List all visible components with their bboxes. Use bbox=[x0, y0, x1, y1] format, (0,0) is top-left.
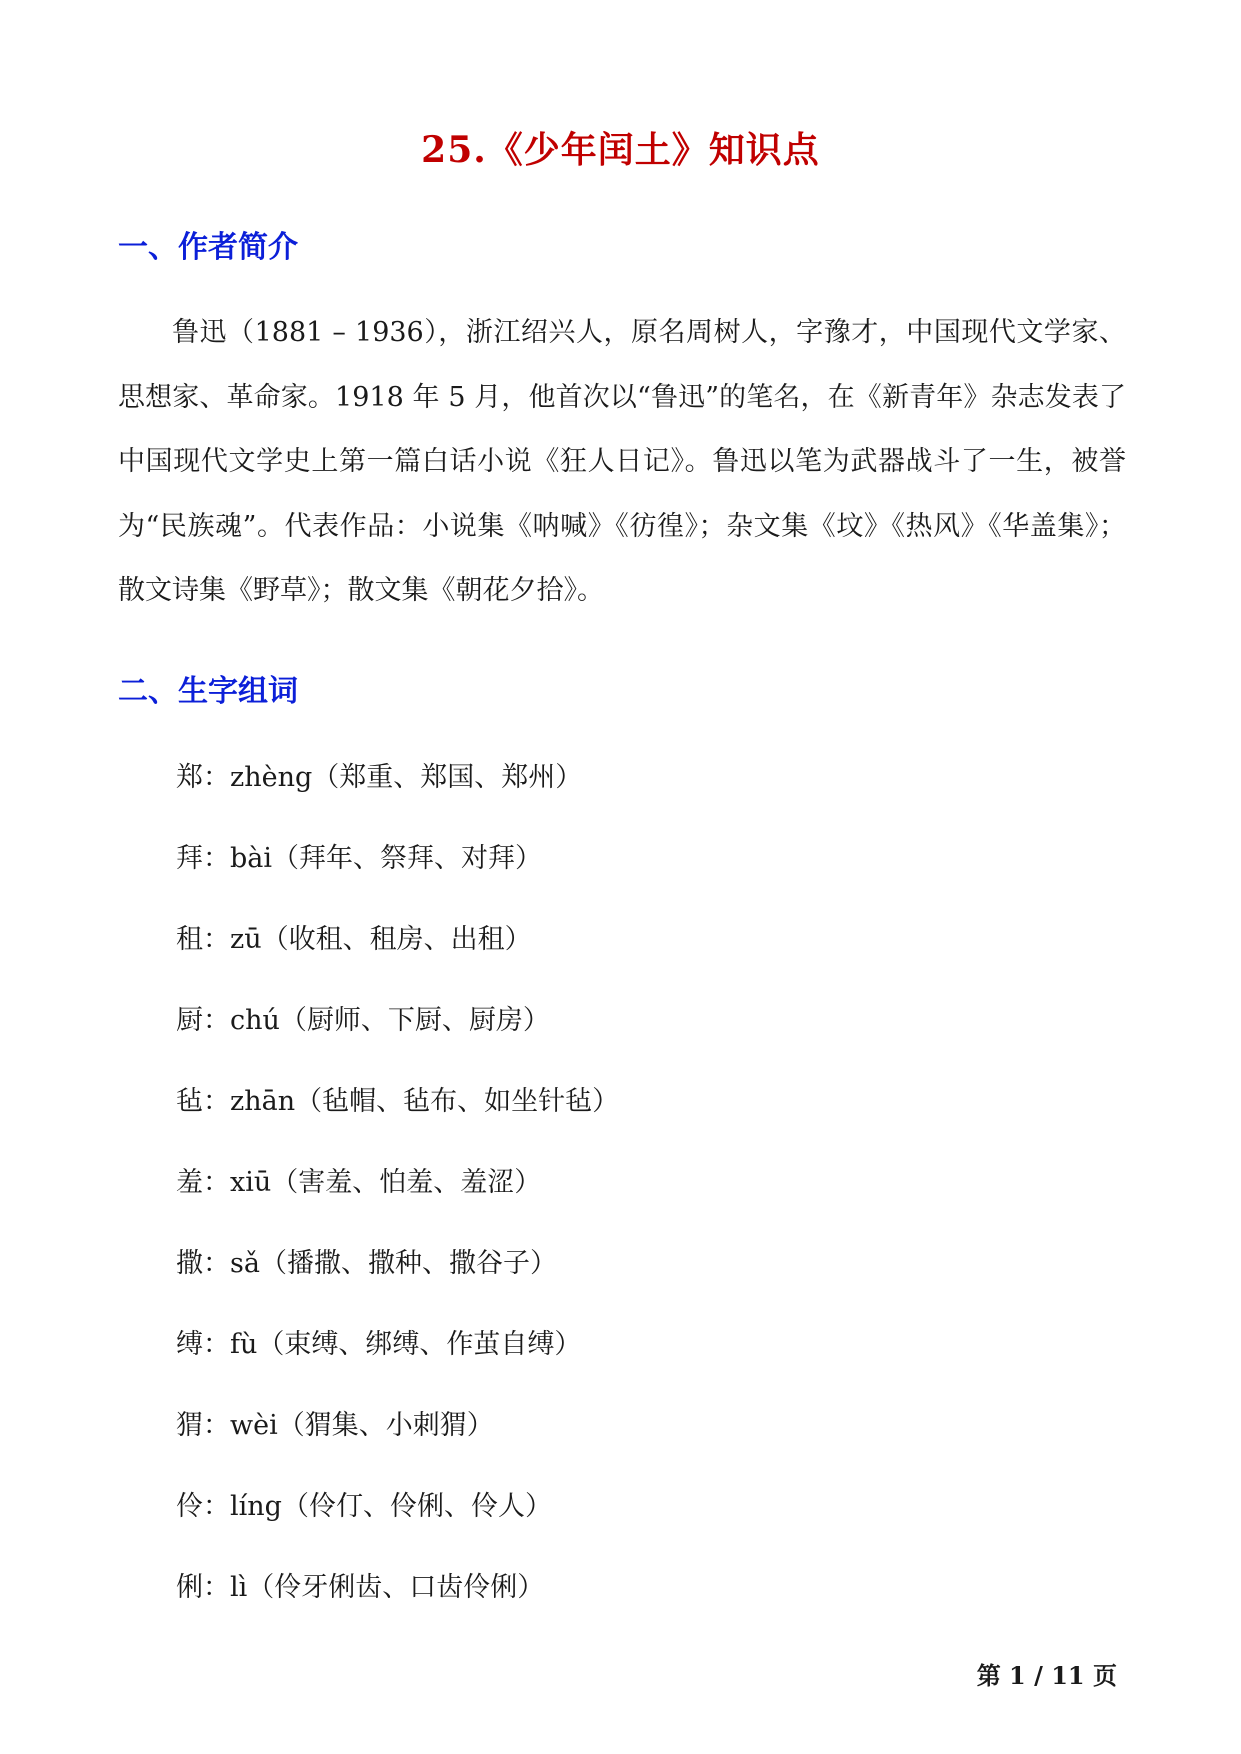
section-heading-vocabulary: 二、生字组词 bbox=[118, 674, 298, 709]
list-item: 缚：fù（束缚、绑缚、作茧自缚） bbox=[176, 1329, 582, 1360]
list-item: 猬：wèi（猬集、小刺猬） bbox=[176, 1410, 494, 1441]
list-item: 拜：bài（拜年、祭拜、对拜） bbox=[176, 843, 543, 874]
list-item: 俐：lì（伶牙俐齿、口齿伶俐） bbox=[176, 1572, 545, 1603]
list-item: 毡：zhān（毡帽、毡布、如坐针毡） bbox=[176, 1086, 620, 1117]
list-item: 撒：sǎ（播撒、撒种、撒谷子） bbox=[176, 1248, 557, 1279]
vocabulary-list bbox=[176, 758, 619, 1649]
list-item: 郑：zhèng（郑重、郑国、郑州） bbox=[176, 762, 583, 793]
author-intro-paragraph: 鲁迅（1881 – 1936），浙江绍兴人，原名周树人，字豫才，中国现代文学家、思想家、革命家。1918 年 5 月，他首次以“鲁迅”的笔名，在《新青年》杂志发表了中国现代文学史上第一篇白话小说《狂人日记》。鲁迅以笔为武器战斗了一生，被誉为“民族魂”。代表作品：小说集《呐喊》《彷徨》；杂文集《坟》《热风》《华盖集》；散文诗集《野草》；散文集《朝花夕拾》。 bbox=[118, 317, 1126, 606]
list-item: 伶：líng（伶仃、伶俐、伶人） bbox=[176, 1491, 552, 1522]
section-heading-author: 一、作者简介 bbox=[118, 230, 298, 265]
list-item: 租：zū（收租、租房、出租） bbox=[176, 924, 532, 955]
page-number: 第 1 / 11 页 bbox=[976, 1661, 1117, 1690]
list-item: 羞：xiū（害羞、怕羞、羞涩） bbox=[176, 1167, 542, 1198]
list-item: 厨：chú（厨师、下厨、厨房） bbox=[176, 1005, 550, 1036]
document-title: 25.《少年闰土》知识点 bbox=[421, 129, 820, 171]
